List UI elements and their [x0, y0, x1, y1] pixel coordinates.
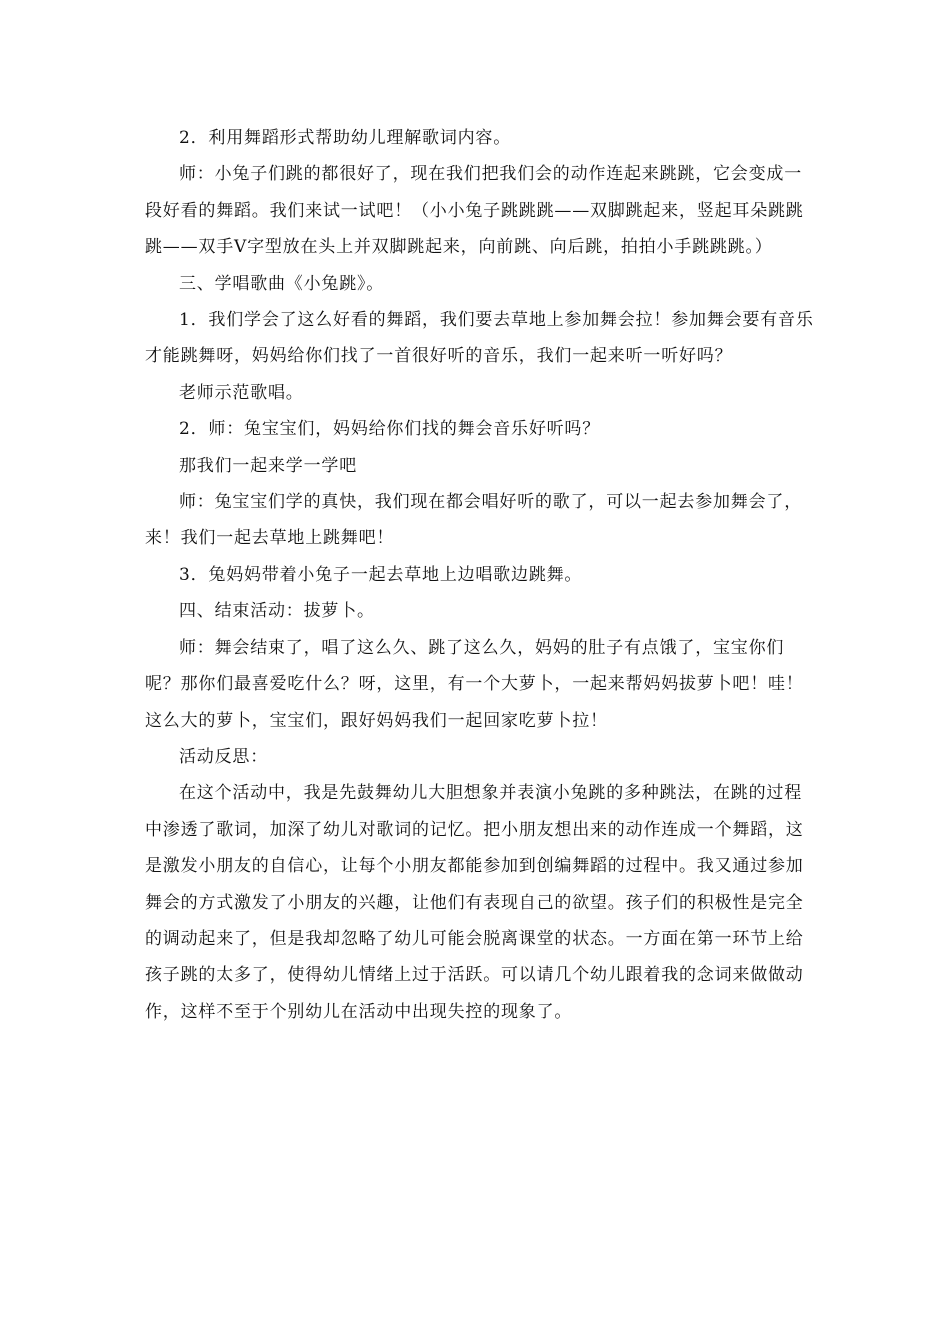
paragraph-teacher-dance: 师：小兔子们跳的都很好了，现在我们把我们会的动作连起来跳跳，它会变成一段好看的舞蹈。我们来试一试吧！（小小兔子跳跳跳——双脚跳起来，竖起耳朵跳跳跳——双手V字型放在头上并双脚跳起来，向前跳、向后跳，拍拍小手跳跳跳。） [145, 164, 804, 258]
document-body [145, 120, 815, 1030]
paragraph-step-1-music: 1．我们学会了这么好看的舞蹈，我们要去草地上参加舞会拉！参加舞会要有音乐才能跳舞呀，妈妈给你们找了一首很好听的音乐，我们一起来听一听好吗？ [145, 310, 814, 367]
paragraph-teacher-demo: 老师示范歌唱。 [179, 382, 304, 403]
section-heading-reflection: 活动反思： [179, 746, 268, 767]
section-heading-learn-song: 三、学唱歌曲《小兔跳》。 [179, 273, 385, 294]
paragraph-reflection-body: 在这个活动中，我是先鼓舞幼儿大胆想象并表演小兔跳的多种跳法，在跳的过程中渗透了歌词，加深了幼儿对歌词的记忆。把小朋友想出来的动作连成一个舞蹈，这是激发小朋友的自信心，让每个小朋友都能参加到创编舞蹈的过程中。我又通过参加舞会的方式激发了小朋友的兴趣，让他们有表现自己的欲望。孩子们的积极性是完全的调动起来了，但是我却忽略了幼儿可能会脱离课堂的状态。一方面在第一环节上给孩子跳的太多了，使得幼儿情绪上过于活跃。可以请几个幼儿跟着我的念词来做做动作，这样不至于个别幼儿在活动中出现失控的现象了。 [145, 783, 804, 1022]
paragraph-teacher-radish: 师：舞会结束了，唱了这么久、跳了这么久，妈妈的肚子有点饿了，宝宝你们呢？那你们最喜爱吃什么？呀，这里，有一个大萝卜，一起来帮妈妈拔萝卜吧！哇！这么大的萝卜，宝宝们，跟好妈妈我们一起回家吃萝卜拉！ [145, 637, 804, 731]
paragraph-step-2-question: 2．师：兔宝宝们，妈妈给你们找的舞会音乐好听吗？ [179, 419, 601, 440]
paragraph-learn-together: 那我们一起来学一学吧 [179, 455, 357, 476]
section-heading-ending: 四、结束活动：拔萝卜。 [179, 601, 375, 622]
paragraph-step-3-dance: 3．兔妈妈带着小兔子一起去草地上边唱歌边跳舞。 [179, 564, 583, 585]
paragraph-teacher-praise: 师：兔宝宝们学的真快，我们现在都会唱好听的歌了，可以一起去参加舞会了，来！我们一起去草地上跳舞吧！ [145, 492, 802, 549]
paragraph-step-2-dance: 2．利用舞蹈形式帮助幼儿理解歌词内容。 [179, 128, 512, 148]
